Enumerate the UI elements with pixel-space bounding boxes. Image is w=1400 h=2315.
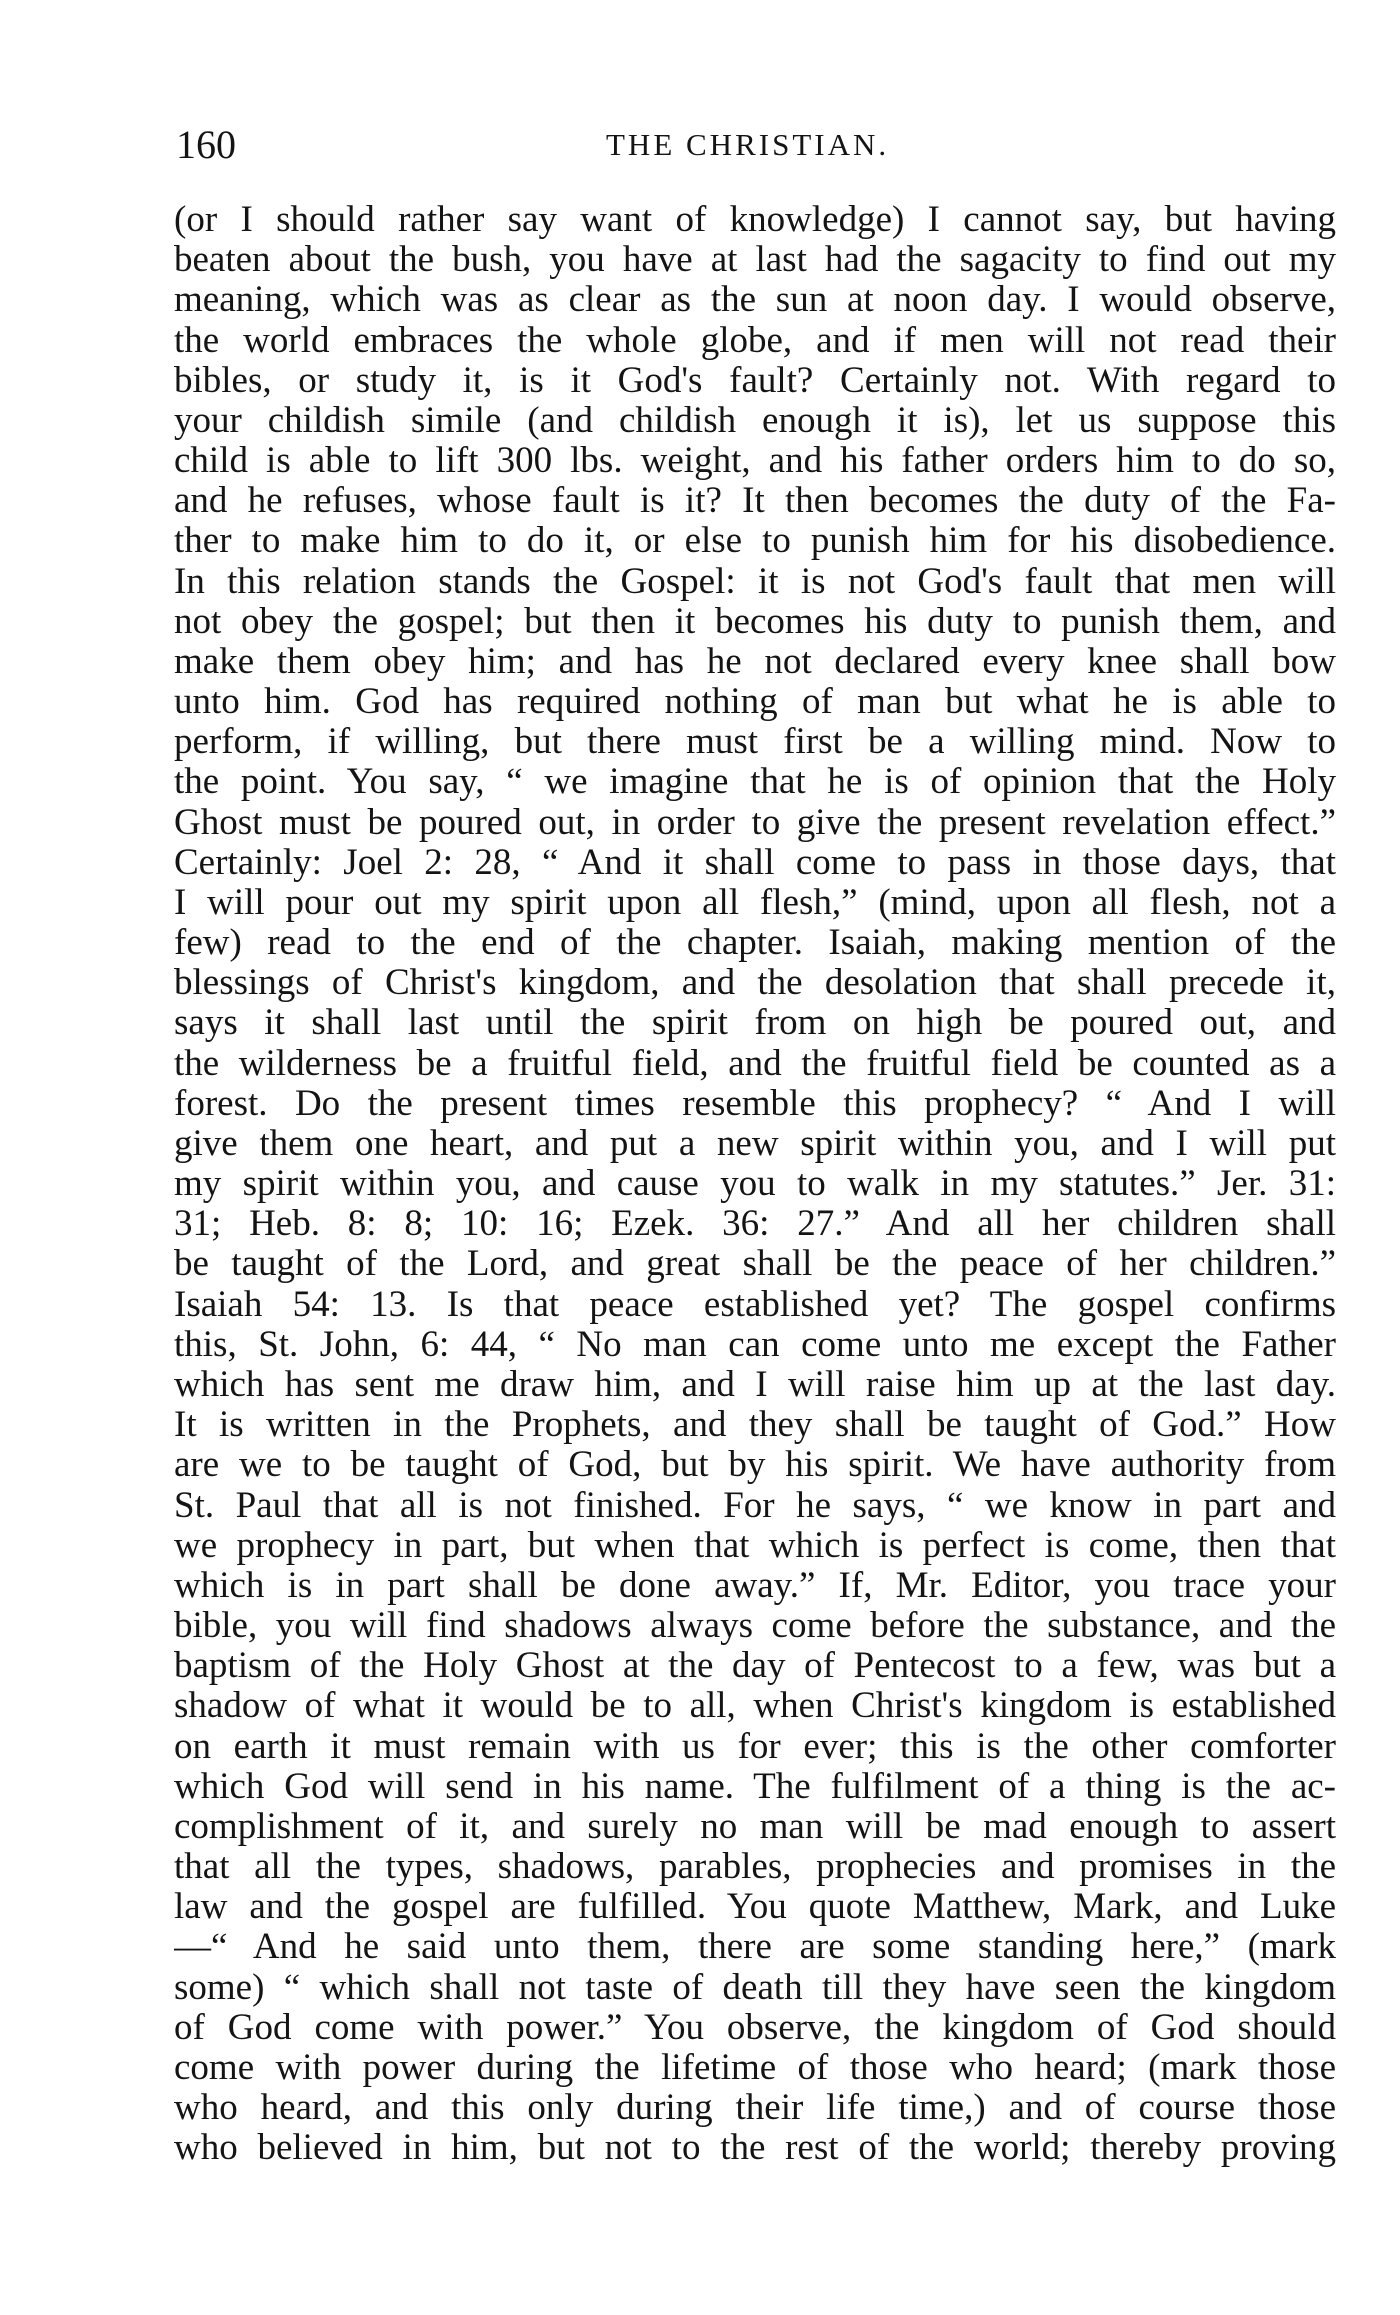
text-line: who heard, and this only during their life time,) and of course those: [174, 2088, 1336, 2129]
body-text: [174, 200, 1336, 2168]
text-line: make them obey him; and has he not declared every knee shall bow: [174, 641, 1336, 682]
text-line: the world embraces the whole globe, and if men will not read their: [174, 320, 1336, 361]
running-title: THE CHRISTIAN.: [606, 127, 890, 162]
text-line: and he refuses, whose fault is it? It then becomes the duty of the Fa-: [174, 481, 1336, 522]
text-line: which is in part shall be done away.” If, Mr. Editor, you trace your: [174, 1565, 1336, 1606]
text-line: complishment of it, and surely no man will be mad enough to assert: [174, 1806, 1336, 1847]
text-line: I will pour out my spirit upon all flesh,” (mind, upon all flesh, not a: [174, 882, 1336, 923]
text-line: bible, you will find shadows always come before the substance, and the: [174, 1606, 1336, 1647]
text-line: In this relation stands the Gospel: it is not God's fault that men will: [174, 561, 1336, 602]
text-line: be taught of the Lord, and great shall be the peace of her children.”: [174, 1244, 1336, 1285]
text-line: law and the gospel are fulfilled. You quote Matthew, Mark, and Luke: [174, 1887, 1336, 1928]
text-line: 31; Heb. 8: 8; 10: 16; Ezek. 36: 27.” And all her children shall: [174, 1204, 1336, 1245]
text-line: the point. You say, “ we imagine that he is of opinion that the Holy: [174, 762, 1336, 803]
text-line: meaning, which was as clear as the sun at noon day. I would observe,: [174, 280, 1336, 321]
text-line: Ghost must be poured out, in order to give the present revelation effect.”: [174, 802, 1336, 843]
text-line: which has sent me draw him, and I will raise him up at the last day.: [174, 1364, 1336, 1405]
text-line: my spirit within you, and cause you to walk in my statutes.” Jer. 31:: [174, 1164, 1336, 1205]
text-line: blessings of Christ's kingdom, and the desolation that shall precede it,: [174, 963, 1336, 1004]
text-line: not obey the gospel; but then it becomes his duty to punish them, and: [174, 601, 1336, 642]
text-line: this, St. John, 6: 44, “ No man can come unto me except the Father: [174, 1324, 1336, 1365]
text-line: some) “ which shall not taste of death till they have seen the kingdom: [174, 1967, 1336, 2008]
text-line: Certainly: Joel 2: 28, “ And it shall come to pass in those days, that: [174, 842, 1336, 883]
text-line: ther to make him to do it, or else to punish him for his disobedience.: [174, 521, 1336, 562]
text-line: we prophecy in part, but when that which is perfect is come, then that: [174, 1525, 1336, 1566]
text-line: (or I should rather say want of knowledge) I cannot say, but having: [174, 200, 1336, 240]
text-line: perform, if willing, but there must first be a willing mind. Now to: [174, 722, 1336, 763]
text-line: give them one heart, and put a new spirit within you, and I will put: [174, 1123, 1336, 1164]
text-line: beaten about the bush, you have at last had the sagacity to find out my: [174, 240, 1336, 281]
text-line: —“ And he said unto them, there are some standing here,” (mark: [174, 1927, 1336, 1968]
text-line: that all the types, shadows, parables, prophecies and promises in the: [174, 1847, 1336, 1888]
text-line: Isaiah 54: 13. Is that peace established yet? The gospel confirms: [174, 1284, 1336, 1325]
running-head: [172, 120, 1330, 170]
text-line: the wilderness be a fruitful field, and the fruitful field be counted as a: [174, 1043, 1336, 1084]
text-line: shadow of what it would be to all, when Christ's kingdom is established: [174, 1686, 1336, 1727]
text-line: on earth it must remain with us for ever; this is the other comforter: [174, 1726, 1336, 1767]
text-line: come with power during the lifetime of those who heard; (mark those: [174, 2047, 1336, 2088]
text-line: of God come with power.” You observe, the kingdom of God should: [174, 2007, 1336, 2048]
text-line: says it shall last until the spirit from on high be poured out, and: [174, 1003, 1336, 1044]
text-line: which God will send in his name. The fulfilment of a thing is the ac-: [174, 1766, 1336, 1807]
text-line: forest. Do the present times resemble this prophecy? “ And I will: [174, 1083, 1336, 1124]
text-line: who believed in him, but not to the rest of the world; thereby proving: [174, 2128, 1336, 2169]
text-line: bibles, or study it, is it God's fault? Certainly not. With regard to: [174, 360, 1336, 401]
text-line: are we to be taught of God, but by his spirit. We have authority from: [174, 1445, 1336, 1486]
text-line: few) read to the end of the chapter. Isaiah, making mention of the: [174, 923, 1336, 964]
page-number: 160: [176, 122, 236, 167]
text-line: your childish simile (and childish enough it is), let us suppose this: [174, 400, 1336, 441]
text-line: unto him. God has required nothing of man but what he is able to: [174, 682, 1336, 723]
text-line: child is able to lift 300 lbs. weight, and his father orders him to do so,: [174, 441, 1336, 482]
text-line: It is written in the Prophets, and they shall be taught of God.” How: [174, 1405, 1336, 1446]
text-line: St. Paul that all is not finished. For he says, “ we know in part and: [174, 1485, 1336, 1526]
text-line: baptism of the Holy Ghost at the day of Pentecost to a few, was but a: [174, 1646, 1336, 1687]
